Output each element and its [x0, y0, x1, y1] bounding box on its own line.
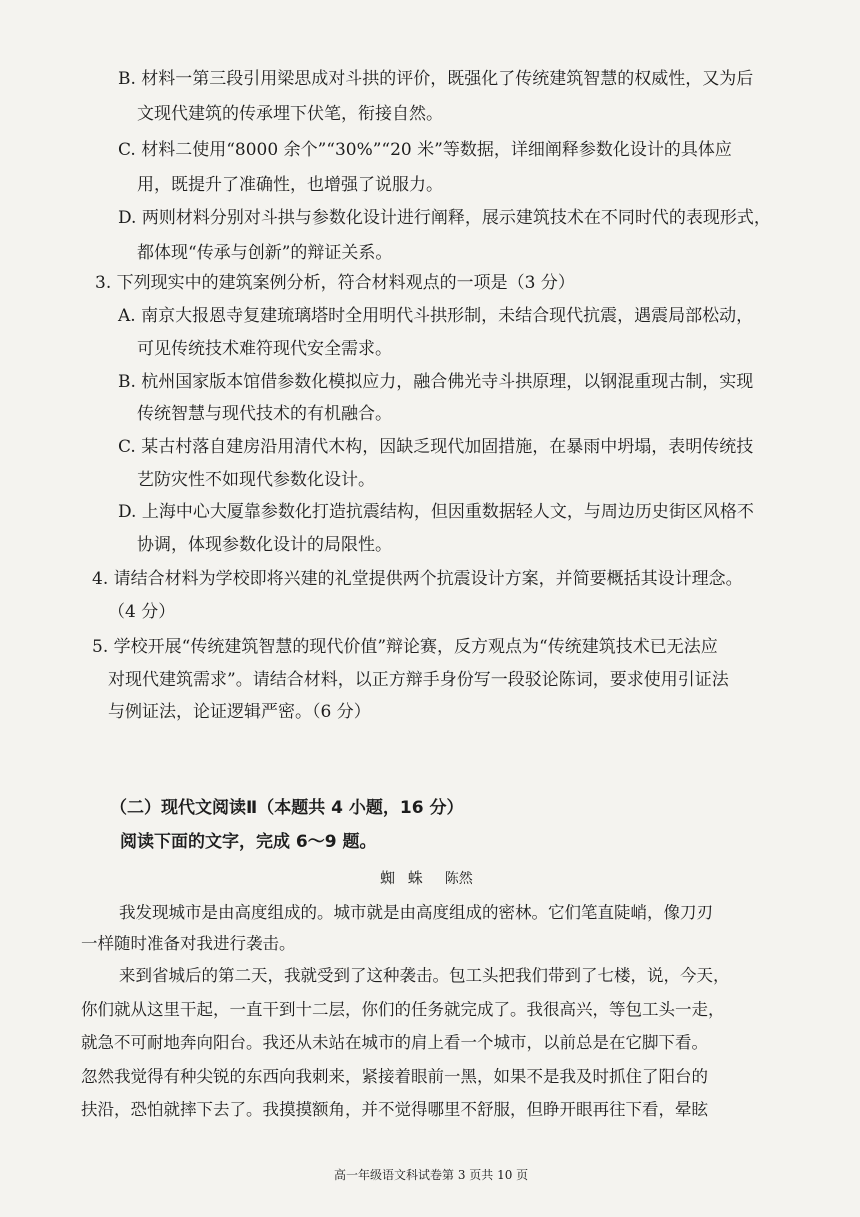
story-p2-line4: 忽然我觉得有种尖锐的东西向我刺来，紧接着眼前一黑，如果不是我及时抓住了阳台的: [81, 1067, 708, 1086]
q3-option-a-line2: 可见传统技术难符现代安全需求。: [137, 339, 392, 359]
story-p1-line2: 一样随时准备对我进行袭击。: [81, 934, 296, 953]
q2-option-d-line2: 都体现“传承与创新”的辩证关系。: [137, 243, 393, 263]
q5-line3: 与例证法，论证逻辑严密。（6 分）: [108, 702, 371, 722]
story-p1-line1: 我发现城市是由高度组成的。城市就是由高度组成的密林。它们笔直陡峭，像刀刃: [119, 903, 713, 922]
story-p2-line5: 扶沿，恐怕就摔下去了。我摸摸额角，并不觉得哪里不舒服，但睁开眼再往下看，晕眩: [81, 1100, 708, 1119]
story-p2-line2: 你们就从这里干起，一直干到十二层，你们的任务就完成了。我很高兴，等包工头一走，: [81, 1000, 725, 1019]
story-title-block: [380, 868, 473, 889]
q3-option-a-line1: A. 南京大报恩寺复建琉璃塔时全用明代斗拱形制，未结合现代抗震，遇震局部松动，: [118, 306, 754, 326]
q2-option-d-line1: D. 两则材料分别对斗拱与参数化设计进行阐释，展示建筑技术在不同时代的表现形式，: [118, 208, 771, 228]
page-footer: 高一年级语文科试卷第 3 页共 10 页: [334, 1168, 529, 1182]
q5-line1: 5. 学校开展“传统建筑智慧的现代价值”辩论赛，反方观点为“传统建筑技术已无法应: [92, 637, 718, 657]
story-p2-line1: 来到省城后的第二天，我就受到了这种袭击。包工头把我们带到了七楼，说，今天，: [119, 966, 730, 985]
q2-option-b-line2: 文现代建筑的传承埋下伏笔，衔接自然。: [137, 104, 443, 124]
story-title: 蜘 蛛: [380, 869, 427, 887]
story-author: 陈然: [444, 871, 473, 887]
q2-option-c-line1: C. 材料二使用“8000 余个”“30%”“20 米”等数据，详细阐释参数化设计的具体应: [118, 140, 732, 160]
q2-option-c-line2: 用，既提升了准确性，也增强了说服力。: [137, 175, 443, 195]
q4-line2: （4 分）: [108, 602, 176, 622]
q5-line2: 对现代建筑需求”。请结合材料，以正方辩手身份写一段驳论陈词，要求使用引证法: [108, 670, 729, 690]
q3-option-b-line1: B. 杭州国家版本馆借参数化模拟应力，融合佛光寺斗拱原理，以钢混重现古制，实现: [118, 372, 754, 392]
q3-option-b-line2: 传统智慧与现代技术的有机融合。: [137, 404, 392, 424]
section-heading: （二）现代文阅读Ⅱ（本题共 4 小题，16 分）: [110, 798, 464, 818]
q3-option-c-line2: 艺防灾性不如现代参数化设计。: [137, 470, 375, 490]
q3-option-c-line1: C. 某古村落自建房沿用清代木构，因缺乏现代加固措施，在暴雨中坍塌，表明传统技: [118, 437, 754, 457]
q3-option-d-line1: D. 上海中心大厦靠参数化打造抗震结构，但因重数据轻人文，与周边历史街区风格不: [118, 502, 754, 522]
story-p2-line3: 就急不可耐地奔向阳台。我还从未站在城市的肩上看一个城市，以前总是在它脚下看。: [81, 1033, 708, 1052]
q3-option-d-line2: 协调，体现参数化设计的局限性。: [137, 535, 392, 555]
q2-option-b-line1: B. 材料一第三段引用梁思成对斗拱的评价，既强化了传统建筑智慧的权威性，又为后: [118, 69, 754, 89]
q3-stem: 3. 下列现实中的建筑案例分析，符合材料观点的一项是（3 分）: [95, 273, 575, 293]
q4-line1: 4. 请结合材料为学校即将兴建的礼堂提供两个抗震设计方案，并简要概括其设计理念。: [92, 569, 743, 589]
section-instruction: 阅读下面的文字，完成 6～9 题。: [120, 832, 377, 852]
